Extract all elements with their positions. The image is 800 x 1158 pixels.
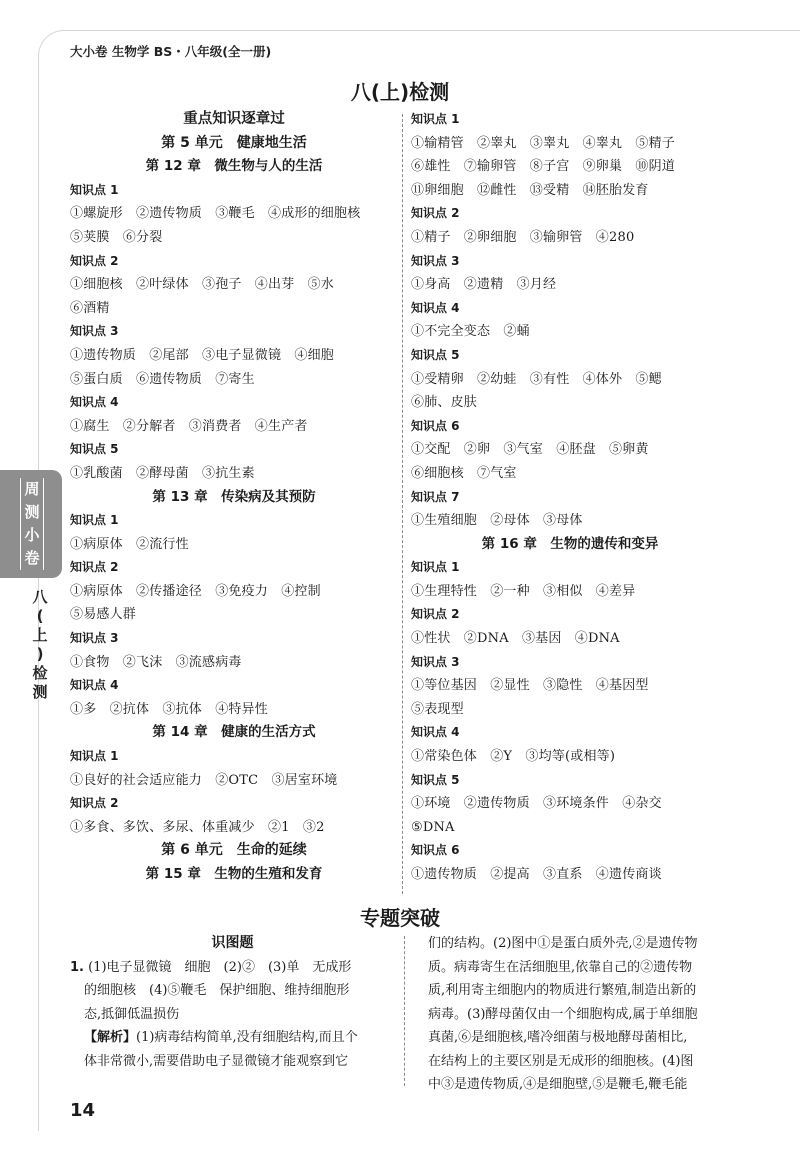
knowledge-point-label: 知识点 3 bbox=[70, 324, 119, 339]
answer-line: ①乳酸菌 ②酵母菌 ③抗生素 bbox=[70, 465, 255, 481]
knowledge-point-label: 知识点 3 bbox=[411, 654, 460, 669]
side-label-char: 上 bbox=[32, 626, 48, 644]
analysis-line: 体非常微小,需要借助电子显微镜才能观察到它 bbox=[84, 1053, 349, 1069]
answer-line: ①性状 ②DNA ③基因 ④DNA bbox=[411, 631, 620, 647]
knowledge-point-label: 知识点 3 bbox=[411, 253, 460, 268]
answer-line: ①多食、多饮、多尿、体重减少 ②1 ③2 bbox=[70, 819, 325, 835]
answer-line: ①常染色体 ②Y ③均等(或相等) bbox=[411, 749, 616, 765]
column-divider bbox=[402, 114, 403, 894]
knowledge-point-label: 知识点 4 bbox=[70, 678, 119, 693]
knowledge-point-label: 知识点 2 bbox=[411, 206, 460, 221]
answer-line: ①交配 ②卵 ③气室 ④胚盘 ⑤卵黄 bbox=[411, 442, 649, 458]
side-tab bbox=[0, 470, 62, 578]
chapter-14-list bbox=[70, 745, 398, 839]
left-column bbox=[70, 108, 398, 887]
knowledge-point-label: 知识点 5 bbox=[411, 772, 460, 787]
answer-line: ①生理特性 ②一种 ③相似 ④差异 bbox=[411, 583, 636, 599]
analysis-line: 们的结构。(2)图中①是蛋白质外壳,②是遗传物 bbox=[428, 936, 698, 951]
knowledge-point-label: 知识点 2 bbox=[70, 796, 119, 811]
knowledge-point-label: 知识点 1 bbox=[70, 513, 119, 528]
analysis-line: 病毒。(3)酵母菌仅由一个细胞构成,属于单细胞 bbox=[428, 1006, 698, 1022]
knowledge-point-label: 知识点 4 bbox=[411, 725, 460, 740]
answer-line: ⑤蛋白质 ⑥遗传物质 ⑦寄生 bbox=[70, 371, 255, 387]
knowledge-point-label: 知识点 4 bbox=[411, 300, 460, 315]
answer-line: ⑥细胞核 ⑦气室 bbox=[411, 465, 517, 481]
knowledge-point-label: 知识点 2 bbox=[70, 560, 119, 575]
analysis-line bbox=[70, 1026, 395, 1050]
knowledge-point-label: 知识点 1 bbox=[411, 112, 460, 126]
side-tab-char: 卷 bbox=[24, 549, 40, 567]
page-number: 14 bbox=[70, 1100, 96, 1121]
unit-6-heading: 第 6 单元 生命的延续 bbox=[161, 842, 307, 859]
side-tab-char: 测 bbox=[24, 503, 40, 521]
question-answer-line: (1)电子显微镜 细胞 (2)② (3)单 无成形 bbox=[88, 959, 352, 975]
answer-line: ⑪卵细胞 ⑫雌性 ⑬受精 ⑭胚胎发育 bbox=[411, 182, 649, 198]
knowledge-point-label: 知识点 5 bbox=[411, 347, 460, 362]
answer-line: ①不完全变态 ②蛹 bbox=[411, 324, 530, 340]
analysis-line: 质。病毒寄生在活细胞里,依靠自己的②遗传物 bbox=[428, 959, 693, 975]
knowledge-point-label: 知识点 2 bbox=[411, 607, 460, 622]
chapter-15-list bbox=[411, 108, 729, 533]
answer-line: ①等位基因 ②显性 ③隐性 ④基因型 bbox=[411, 678, 649, 694]
answer-line: ①受精卵 ②幼蛙 ③有性 ④体外 ⑤鳃 bbox=[411, 371, 662, 387]
question-answer-line: 的细胞核 (4)⑤鞭毛 保护细胞、维持细胞形 bbox=[84, 983, 350, 998]
analysis-line: 在结构上的主要区别是无成形的细胞核。(4)图 bbox=[428, 1053, 694, 1069]
chapter-15-heading: 第 15 章 生物的生殖和发育 bbox=[145, 866, 323, 882]
side-label-char: ( bbox=[36, 607, 44, 625]
chapter-12-list bbox=[70, 179, 398, 486]
answer-line: ①身高 ②遗精 ③月经 bbox=[411, 277, 557, 293]
analysis-text: (1)病毒结构简单,没有细胞结构,而且个 bbox=[136, 1030, 358, 1045]
bottom-divider bbox=[404, 936, 405, 1086]
chapter-12-heading: 第 12 章 微生物与人的生活 bbox=[145, 158, 323, 175]
knowledge-point-label: 知识点 4 bbox=[70, 395, 119, 410]
bottom-left-column bbox=[70, 932, 395, 1073]
answer-line: ①环境 ②遗传物质 ③环境条件 ④杂交 bbox=[411, 796, 662, 812]
analysis-line: 真菌,⑥是细胞核,嗜冷细菌与极地酵母菌相比, bbox=[428, 1030, 688, 1045]
chapter-13-list bbox=[70, 509, 398, 721]
chapter-13-heading: 第 13 章 传染病及其预防 bbox=[152, 488, 316, 505]
section-title-test: 八(上)检测 bbox=[350, 80, 450, 104]
side-label-char: 八 bbox=[32, 588, 48, 606]
picture-question-heading: 识图题 bbox=[211, 935, 254, 951]
side-tab-char: 周 bbox=[24, 480, 40, 498]
answer-line: ①螺旋形 ②遗传物质 ③鞭毛 ④成形的细胞核 bbox=[70, 206, 361, 222]
answer-line: ①多 ②抗体 ③抗体 ④特异性 bbox=[70, 701, 269, 717]
side-label-char: ) bbox=[36, 645, 44, 663]
side-tab-char: 小 bbox=[24, 526, 40, 544]
answer-line: ⑤易感人群 bbox=[70, 607, 137, 623]
answer-line: ①细胞核 ②叶绿体 ③孢子 ④出芽 ⑤水 bbox=[70, 277, 335, 293]
answer-line: ①生殖细胞 ②母体 ③母体 bbox=[411, 513, 583, 529]
chapter-16-heading: 第 16 章 生物的遗传和变异 bbox=[481, 535, 659, 552]
knowledge-point-label: 知识点 1 bbox=[411, 560, 460, 575]
answer-line: ①遗传物质 ②尾部 ③电子显微镜 ④细胞 bbox=[70, 347, 335, 363]
side-tab-label bbox=[20, 478, 44, 570]
book-title: 大小卷 生物学 BS・八年级(全一册) bbox=[70, 44, 272, 59]
section-title-special: 专题突破 bbox=[360, 906, 440, 930]
knowledge-point-label: 知识点 3 bbox=[70, 631, 119, 646]
answer-line: ①良好的社会适应能力 ②OTC ③居室环境 bbox=[70, 772, 338, 788]
answer-line: ⑥肺、皮肤 bbox=[411, 395, 478, 411]
answer-line: ①腐生 ②分解者 ③消费者 ④生产者 bbox=[70, 418, 308, 434]
analysis-line: 中③是遗传物质,④是细胞壁,⑤是鞭毛,鞭毛能 bbox=[428, 1077, 688, 1092]
answer-line: ①病原体 ②传播途径 ③免疫力 ④控制 bbox=[70, 583, 321, 599]
answer-line: ⑥雄性 ⑦输卵管 ⑧子宫 ⑨卵巢 ⑩阴道 bbox=[411, 159, 676, 175]
question-answer-line: 态,抵御低温损伤 bbox=[84, 1006, 180, 1022]
answer-line: ⑤DNA bbox=[411, 819, 455, 835]
unit-5-heading: 第 5 单元 健康地生活 bbox=[161, 134, 307, 151]
left-subtitle: 重点知识逐章过 bbox=[183, 111, 285, 127]
side-label-char: 检 bbox=[32, 664, 48, 682]
right-column bbox=[411, 108, 729, 887]
answer-line: ①精子 ②卵细胞 ③输卵管 ④280 bbox=[411, 229, 635, 245]
question-number: 1. bbox=[70, 959, 84, 975]
knowledge-point-label: 知识点 1 bbox=[70, 749, 119, 764]
answer-line: ①输精管 ②睾丸 ③睾丸 ④睾丸 ⑤精子 bbox=[411, 135, 676, 151]
answer-line: ⑥酒精 bbox=[70, 300, 110, 316]
answer-line: ①遗传物质 ②提高 ③直系 ④遗传商谈 bbox=[411, 867, 662, 882]
answer-line: ⑤荚膜 ⑥分裂 bbox=[70, 229, 163, 245]
knowledge-point-label: 知识点 5 bbox=[70, 442, 119, 457]
chapter-14-heading: 第 14 章 健康的生活方式 bbox=[152, 724, 316, 741]
knowledge-point-label: 知识点 6 bbox=[411, 418, 460, 433]
answer-line: ①食物 ②飞沫 ③流感病毒 bbox=[70, 654, 242, 670]
side-section-label bbox=[27, 588, 53, 702]
chapter-16-list bbox=[411, 556, 729, 886]
answer-line: ⑤表现型 bbox=[411, 701, 464, 717]
knowledge-point-label: 知识点 1 bbox=[70, 182, 119, 197]
knowledge-point-label: 知识点 6 bbox=[411, 843, 460, 858]
analysis-line: 质,利用寄主细胞内的物质进行繁殖,制造出新的 bbox=[428, 983, 697, 998]
question-1 bbox=[70, 956, 395, 980]
answer-line: ①病原体 ②流行性 bbox=[70, 536, 189, 552]
analysis-label: 【解析】 bbox=[84, 1030, 137, 1045]
side-label-char: 测 bbox=[32, 683, 48, 701]
bottom-right-column bbox=[428, 932, 728, 1097]
knowledge-point-label: 知识点 2 bbox=[70, 253, 119, 268]
knowledge-point-label: 知识点 7 bbox=[411, 489, 460, 504]
